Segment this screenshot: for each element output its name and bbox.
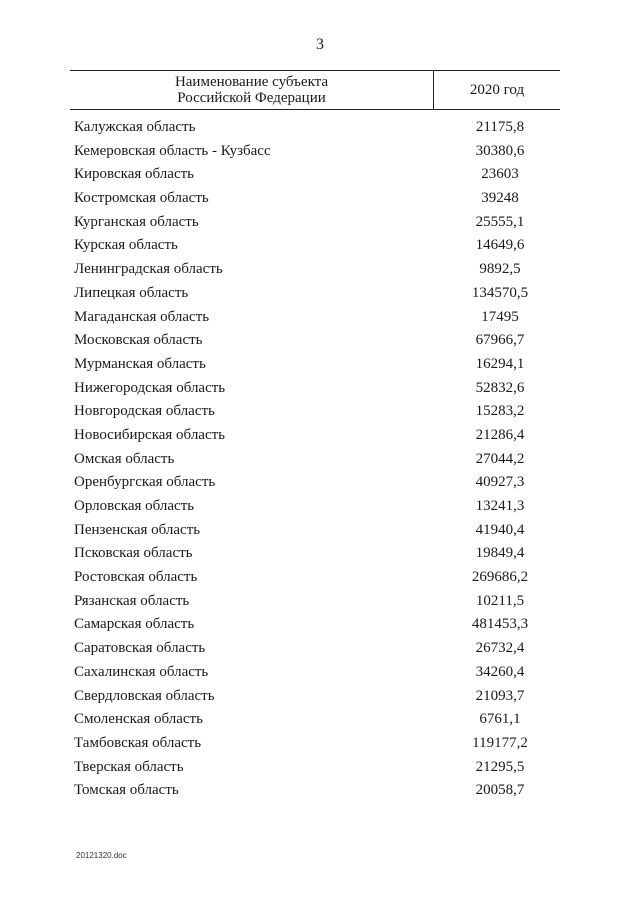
- row-region-name: Тверская область: [74, 758, 184, 775]
- row-region-name: Курганская область: [74, 213, 199, 230]
- row-region-name: Ростовская область: [74, 569, 198, 586]
- table-row: [0, 188, 640, 212]
- row-value-2020: 269686,2: [471, 569, 529, 586]
- table-row: [0, 117, 640, 141]
- row-value-2020: 17495: [481, 308, 519, 325]
- row-region-name: Саратовская область: [74, 640, 206, 657]
- table-row: [0, 757, 640, 781]
- row-region-name: Кировская область: [74, 166, 195, 183]
- row-region-name: Псковская область: [74, 545, 193, 562]
- row-value-2020: 30380,6: [475, 142, 525, 159]
- table-row: [0, 780, 640, 804]
- row-region-name: Самарская область: [74, 616, 195, 633]
- row-value-2020: 481453,3: [471, 616, 529, 633]
- row-region-name: Новгородская область: [74, 403, 215, 420]
- table-row: [0, 520, 640, 544]
- header-region-name: [70, 74, 433, 106]
- row-value-2020: 21295,5: [475, 758, 525, 775]
- row-value-2020: 20058,7: [475, 782, 525, 799]
- row-region-name: Костромская область: [74, 190, 209, 207]
- row-region-name: Мурманская область: [74, 355, 206, 372]
- row-region-name: Тамбовская область: [74, 734, 202, 751]
- table-row: [0, 401, 640, 425]
- row-value-2020: 13241,3: [475, 498, 525, 514]
- row-region-name: Пензенская область: [74, 521, 201, 538]
- row-value-2020: 15283,2: [475, 403, 525, 420]
- row-value-2020: 23603: [481, 166, 519, 183]
- table-row: [0, 425, 640, 449]
- row-region-name: Калужская область: [74, 119, 196, 135]
- table-row: [0, 638, 640, 662]
- row-value-2020: 9892,5: [479, 261, 521, 278]
- table-row: [0, 141, 640, 165]
- row-region-name: Курская область: [74, 237, 178, 254]
- table-row: [0, 449, 640, 473]
- row-region-name: Томская область: [74, 782, 179, 799]
- row-value-2020: 52832,6: [475, 379, 525, 396]
- table-row: [0, 378, 640, 402]
- row-region-name: Нижегородская область: [74, 379, 226, 396]
- row-value-2020: 21286,4: [475, 426, 525, 443]
- footer-filename: 20121320.doc: [76, 851, 127, 860]
- row-region-name: Магаданская область: [74, 308, 210, 325]
- table-row: [0, 307, 640, 331]
- row-value-2020: 14649,6: [475, 237, 525, 254]
- header-name-line2: Российской Федерации: [177, 90, 326, 106]
- page-number: 3: [316, 36, 324, 53]
- row-value-2020: 21093,7: [475, 687, 525, 704]
- row-value-2020: 25555,1: [475, 213, 525, 230]
- table-row: [0, 259, 640, 283]
- row-value-2020: 39248: [481, 190, 519, 207]
- row-value-2020: 27044,2: [475, 450, 525, 467]
- row-value-2020: 40927,3: [475, 474, 525, 491]
- row-value-2020: 6761,1: [479, 711, 521, 728]
- table-row: [0, 543, 640, 567]
- row-value-2020: 67966,7: [475, 332, 525, 349]
- row-region-name: Орловская область: [74, 498, 195, 514]
- row-value-2020: 21175,8: [475, 119, 525, 135]
- table-header: [70, 70, 560, 110]
- table-row: [0, 733, 640, 757]
- table-row: [0, 330, 640, 354]
- table-row: [0, 614, 640, 638]
- table-row: [0, 662, 640, 686]
- header-year: 2020 год: [469, 82, 525, 98]
- row-region-name: Кемеровская область - Кузбасс: [74, 142, 271, 159]
- row-region-name: Московская область: [74, 332, 203, 349]
- header-name-line1: Наименование субъекта: [174, 74, 329, 90]
- row-value-2020: 119177,2: [472, 734, 528, 751]
- row-region-name: Оренбургская область: [74, 474, 216, 491]
- row-value-2020: 134570,5: [471, 284, 529, 301]
- row-region-name: Омская область: [74, 450, 175, 467]
- row-value-2020: 19849,4: [475, 545, 525, 562]
- row-value-2020: 26732,4: [475, 640, 525, 657]
- table-row: [0, 354, 640, 378]
- row-region-name: Сахалинская область: [74, 663, 209, 680]
- row-value-2020: 34260,4: [475, 663, 525, 680]
- table-row: [0, 283, 640, 307]
- table-row: [0, 496, 640, 520]
- table-row: [0, 212, 640, 236]
- row-region-name: Липецкая область: [74, 284, 189, 301]
- row-region-name: Ленинградская область: [74, 261, 223, 278]
- table-row: [0, 709, 640, 733]
- row-region-name: Новосибирская область: [74, 426, 226, 443]
- table-row: [0, 164, 640, 188]
- row-value-2020: 16294,1: [475, 355, 525, 372]
- row-value-2020: 41940,4: [475, 521, 525, 538]
- row-region-name: Смоленская область: [74, 711, 203, 728]
- table-row: [0, 472, 640, 496]
- table-row: [0, 567, 640, 591]
- table-row: [0, 235, 640, 259]
- row-region-name: Свердловская область: [74, 687, 215, 704]
- row-region-name: Рязанская область: [74, 592, 190, 609]
- row-value-2020: 10211,5: [475, 592, 525, 609]
- table-body: [0, 117, 640, 804]
- table-row: [0, 686, 640, 710]
- table-row: [0, 591, 640, 615]
